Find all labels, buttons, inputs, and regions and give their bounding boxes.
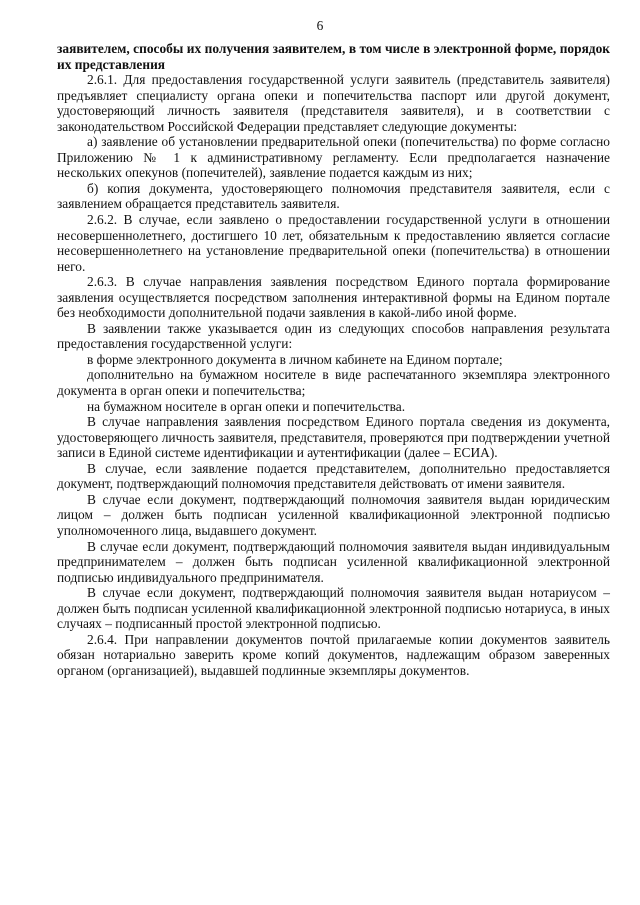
paragraph-representative: В случае, если заявление подается представителем, дополнительно предоставляется документ, подтверждающий полномочия представителя действовать от имени заявителя.	[57, 460, 610, 492]
paragraph-item-a: а) заявление об установлении предварительной опеки (попечительства) по форме согласно Приложению № 1 к административному регламенту. Если предполагается назначение нескольких опекунов (попечителей), заявление подается каждым из них;	[57, 134, 610, 181]
paragraph-esia: В случае направления заявления посредством Единого портала сведения из документа, удостоверяющего личность заявителя, представителя, проверяются при подтверждении учетной записи в Единой системе идентификации и аутентификации (далее – ЕСИА).	[57, 414, 610, 461]
paragraph-notary: В случае если документ, подтверждающий полномочия заявителя выдан нотариусом – должен быть подписан усиленной квалификационной электронной подписью нотариуса, в иных случаях – подписанный простой электронной подписью.	[57, 585, 610, 632]
paragraph-method-electronic: в форме электронного документа в личном кабинете на Едином портале;	[87, 351, 503, 367]
paragraph-method-paper-copy: дополнительно на бумажном носителе в виде распечатанного экземпляра электронного документа в орган опеки и попечительства;	[57, 367, 610, 399]
document-body	[57, 41, 610, 678]
section-heading-continuation: заявителем, способы их получения заявителем, в том числе в электронной форме, порядок их представления	[57, 41, 610, 72]
paragraph-2-6-4: 2.6.4. При направлении документов почтой прилагаемые копии документов заявитель обязан нотариально заверить кроме копий документов, надлежащим образом заверенных органом (организацией), выдавшей подлинные экземпляры документов.	[57, 631, 610, 678]
paragraph-2-6-2: 2.6.2. В случае, если заявлено о предоставлении государственной услуги в отношении несовершеннолетнего, достигшего 10 лет, обязательным к предоставлению является согласие несовершеннолетнего на установление предварительной опеки (попечительства) в отношении него.	[57, 212, 610, 274]
paragraph-2-6-1: 2.6.1. Для предоставления государственной услуги заявитель (представитель заявителя) предъявляет специалисту органа опеки и попечительства паспорт или другой документ, удостоверяющий личность заявителя (представителя заявителя), и в соответствии с законодательством Российской Федерации представляет следующие документы:	[57, 72, 610, 134]
paragraph-2-6-3: 2.6.3. В случае направления заявления посредством Единого портала формирование заявления осуществляется посредством заполнения интерактивной формы на Едином портале без необходимости дополнительной подачи заявления в какой-либо иной форме.	[57, 274, 610, 321]
paragraph-result-methods: В заявлении также указывается один из следующих способов направления результата предоставления государственной услуги:	[57, 320, 610, 352]
paragraph-item-b: б) копия документа, удостоверяющего полномочия представителя заявителя, если с заявлением обращается представитель заявителя.	[57, 180, 610, 212]
page-number: 6	[316, 18, 324, 33]
paragraph-entrepreneur: В случае если документ, подтверждающий полномочия заявителя выдан индивидуальным предпринимателем – должен быть подписан усиленной квалификационной электронной подписью индивидуального предпринимателя.	[57, 538, 610, 585]
paragraph-legal-entity: В случае если документ, подтверждающий полномочия заявителя выдан юридическим лицом – должен быть подписан усиленной квалификационной электронной подписью уполномоченного лица, выдавшего документ.	[57, 491, 610, 538]
paragraph-method-paper: на бумажном носителе в орган опеки и попечительства.	[87, 398, 406, 414]
